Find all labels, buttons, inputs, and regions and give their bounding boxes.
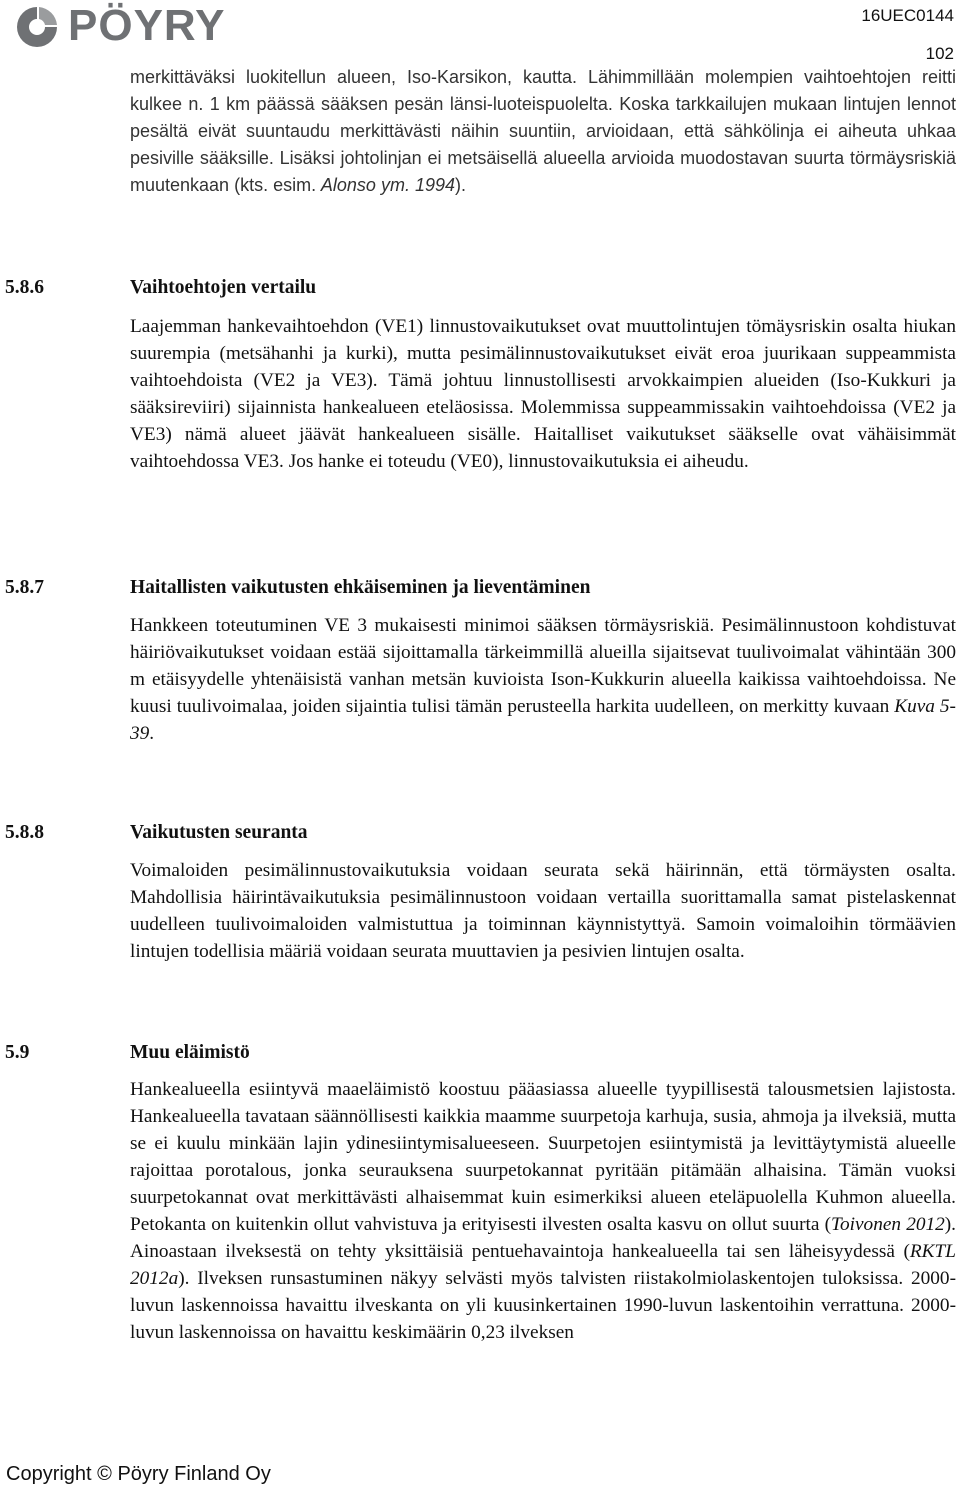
section-text-a: Hankealueella esiintyvä maaeläimistö koostuu pääasiassa alueelle tyypillisestä talousmetsien lajistosta. Hankealueella tavataan säännöllisesti kaikkia maamme suurpetoja karhuja, susia, ahmoja ja ilveksiä, mutta se ei kuulu minkään lajin ydinesiintymisalueeseen. Suurpetojen esiintymistä ja levittäytymistä alueelle rajoittaa porotalous, jonka seurauksena suurpetokannat pyritään pitämään alhaisina. Tämän vuoksi suurpetokannat ovat merkittävästi alhaisemmat kuin esimerkiksi alueen eteläpuolella Kuhmon alueella. Petokanta on kuitenkin ollut vahvistuva ja erityisesti ilvesten osalta kasvu on ollut suurta ( bbox=[130, 1079, 956, 1235]
intro-text-a: merkittäväksi luokitellun alueen, Iso-Karsikon, kautta. Lähimmillään molempien vaihtoehtojen reitti kulkee n. 1 km päässä sääksen pesän länsi-luoteispuolelta. Koska tarkkailujen mukaan lintujen lennot pesältä eivät suuntaudu merkittävästi näihin suuntiin, arvioidaan, että sähkölinja ei aiheuta uhkaa pesiville sääksille. bbox=[130, 67, 956, 168]
section-title: Haitallisten vaikutusten ehkäiseminen ja lieventäminen bbox=[130, 577, 591, 598]
section-5-8-8-paragraph: Voimaloiden pesimälinnustovaikutuksia voidaan seurata sekä häirinnän, että törmäysten osalta. Mahdollisia häirintävaikutuksia pesimälinnustoon voidaan vertailla suorittamalla samat pistelaskennat uudelleen tuulivoimaloiden valmistuttua ja toiminnan käynnistyttyä. Samoin voimaloihin törmäävien lintujen todellisia määriä voidaan seurata muuttavien ja pesivien lintujen osalta. bbox=[130, 860, 956, 962]
citation-toivonen: Toivonen 2012 bbox=[831, 1214, 945, 1235]
poyry-logo-icon bbox=[12, 4, 62, 48]
section-5-8-6-paragraph: Laajemman hankevaihtoehdon (VE1) linnustovaikutukset ovat muuttolintujen tömäysriskin osalta hiukan suurempia (metsähanhi ja kurki), mutta pesimälinnustovaikutukset eivät eroa juurikaan suppeammista vaihtoehdoista (VE2 ja VE3). Tämä johtuu linnustollisesti arvokkaimpien alueiden (Iso-Kukkuri ja sääksireviiri) sijainnista hankealueen eteläosissa. Molemmissa suppeammissakin vaihtoehdoissa (VE2 ja VE3) nämä alueet jäävät hankealueen sisälle. Haitalliset vaikutukset sääkselle ovat vähäisimmät vaihtoehdossa VE3. Jos hanke ei toteudu (VE0), linnustovaikutuksia ei aiheudu. bbox=[130, 316, 956, 472]
logo-wordmark: PÖYRY bbox=[68, 1, 226, 50]
intro-citation: Alonso ym. 1994 bbox=[320, 175, 455, 195]
section-number: 5.8.6 bbox=[5, 277, 44, 298]
figure-reference: Kuva 5-39 bbox=[130, 696, 956, 744]
section-text-c: ). Ilveksen runsastuminen näkyy selvästi myös talvisten riistakolmiolaskentojen tuloksissa. 2000-luvun laskennoissa havaittu ilveskanta on yli kuusinkertainen 1990-luvun laskentoihin verrattuna. 2000-luvun laskennoissa on havaittu keskimäärin 0,23 ilveksen bbox=[130, 1268, 956, 1343]
citation-rktl: RKTL 2012a bbox=[130, 1241, 956, 1289]
intro-paragraph bbox=[130, 64, 956, 199]
copyright-footer: Copyright © Pöyry Finland Oy bbox=[6, 1463, 271, 1485]
section-title: Muu eläimistö bbox=[130, 1042, 250, 1063]
company-logo bbox=[12, 1, 226, 50]
section-5-9-paragraph bbox=[130, 1076, 956, 1346]
section-title: Vaikutusten seuranta bbox=[130, 822, 308, 843]
section-text-b: . bbox=[149, 723, 155, 744]
section-number: 5.8.7 bbox=[5, 577, 44, 598]
section-text-b: ). Ainoastaan ilveksestä on tehty yksittäisiä pentuehavaintoja hankealueella tai sen läheisyydessä ( bbox=[130, 1214, 957, 1262]
section-number: 5.9 bbox=[5, 1042, 30, 1063]
document-code: 16UEC0144 bbox=[861, 6, 954, 25]
section-5-8-7-paragraph bbox=[130, 612, 956, 747]
intro-text-b: Lisäksi johtolinjan ei metsäisellä alueella arvioida muodostavan suurta törmäysriskiä muutenkaan (kts. esim. bbox=[130, 148, 956, 195]
page-number: 102 bbox=[925, 44, 954, 63]
section-title: Vaihtoehtojen vertailu bbox=[130, 277, 317, 298]
section-number: 5.8.8 bbox=[5, 822, 44, 843]
intro-text-c: ). bbox=[454, 175, 466, 195]
section-text-a: Hankkeen toteutuminen VE 3 mukaisesti minimoi sääksen törmäysriskiä. Pesimälinnustoon kohdistuvat häiriövaikutukset voidaan estää sijoittamalla tärkeimmillä alueilla sijaitsevat tuulivoimalat vähintään 300 m etäisyydelle yhtenäisistä vanhan metsän kuvioista Ison-Kukkurin alueella kaikissa vaihtoehdoissa. Ne kuusi tuulivoimalaa, joiden sijaintia tulisi tämän perusteella harkita uudelleen, on merkitty kuvaan bbox=[130, 615, 956, 717]
